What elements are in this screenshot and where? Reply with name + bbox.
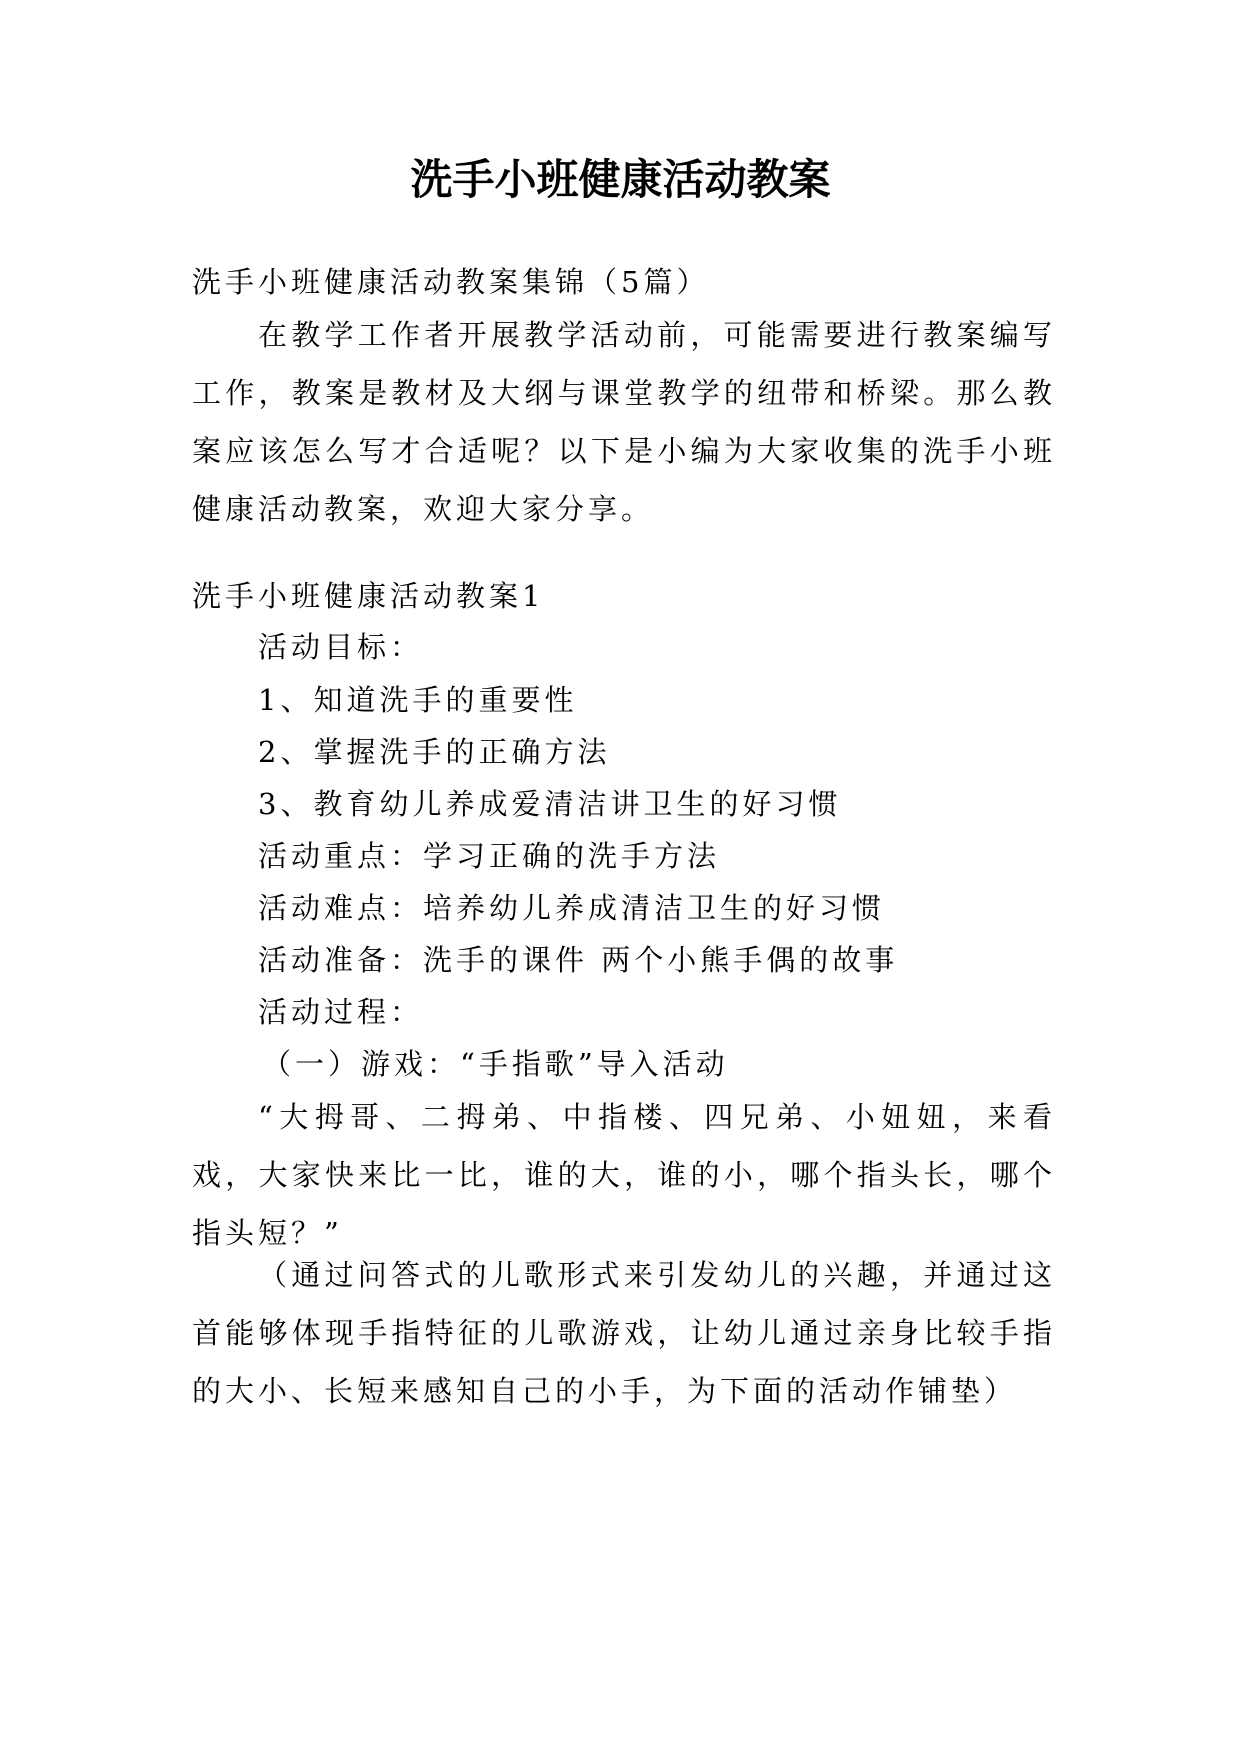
- note-paragraph: （通过问答式的儿歌形式来引发幼儿的兴趣，并通过这首能够体现手指特征的儿歌游戏，让幼儿通过亲身比较手指的大小、长短来感知自己的小手，为下面的活动作铺垫）: [192, 1258, 1056, 1408]
- goal-item: 1、知道洗手的重要性: [258, 683, 578, 717]
- preparation: 活动准备：洗手的课件 两个小熊手偶的故事: [258, 943, 899, 977]
- document-title: 洗手小班健康活动教案: [410, 155, 831, 204]
- rhyme-paragraph: “大拇哥、二拇弟、中指楼、四兄弟、小妞妞，来看戏，大家快来比一比，谁的大，谁的小，哪个指头长，哪个指头短？”: [192, 1100, 1056, 1250]
- goal-item: 2、掌握洗手的正确方法: [258, 735, 611, 769]
- intro-paragraph: 在教学工作者开展教学活动前，可能需要进行教案编写工作，教案是教材及大纲与课堂教学的纽带和桥梁。那么教案应该怎么写才合适呢？以下是小编为大家收集的洗手小班健康活动教案，欢迎大家分享。: [192, 318, 1056, 526]
- difficulty-point: 活动难点：培养幼儿养成清洁卫生的好习惯: [258, 891, 886, 925]
- collection-heading: 洗手小班健康活动教案集锦（5篇）: [192, 265, 710, 299]
- goal-item: 3、教育幼儿养成爱清洁讲卫生的好习惯: [258, 787, 842, 821]
- step-heading: （一）游戏：“手指歌”导入活动: [262, 1047, 729, 1081]
- process-label: 活动过程：: [258, 995, 424, 1029]
- goals-label: 活动目标：: [258, 630, 424, 664]
- section-heading: 洗手小班健康活动教案1: [192, 579, 545, 613]
- key-point: 活动重点：学习正确的洗手方法: [258, 839, 721, 873]
